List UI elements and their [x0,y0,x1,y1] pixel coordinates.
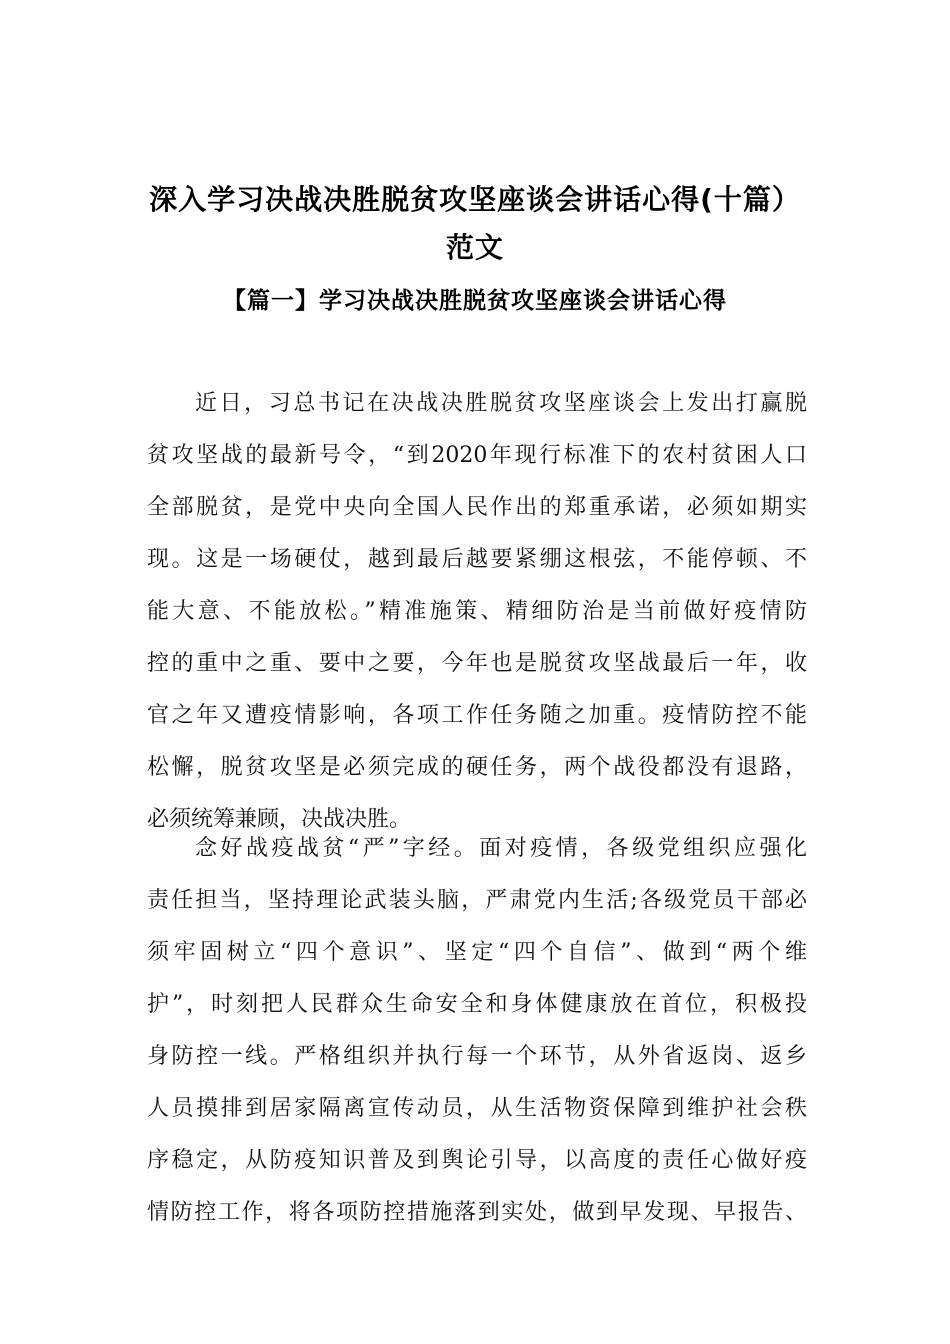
section-heading: 【篇一】学习决战决胜脱贫攻坚座谈会讲话心得 [223,288,727,314]
paragraph-line: 必须统筹兼顾，决战决胜。 [147,807,412,832]
paragraph-1 [147,378,807,846]
paragraph-2 [147,823,807,1239]
paragraph-line: 控的重中之重、要中之要，今年也是脱贫攻坚战最后一年，收 [147,651,807,676]
paragraph-line: 官之年又遭疫情影响，各项工作任务随之加重。疫情防控不能 [147,703,807,728]
paragraph-line: 人员摸排到居家隔离宣传动员，从生活物资保障到维护社会秩 [147,1096,807,1121]
document-title-line-1: 深入学习决战决胜脱贫攻坚座谈会讲话心得(十篇） [149,183,801,216]
paragraph-line: 全部脱贫，是党中央向全国人民作出的郑重承诺，必须如期实 [147,495,807,520]
document-title-line-2: 范文 [445,231,504,264]
paragraph-line: 身防控一线。严格组织并执行每一个环节，从外省返岗、返乡 [147,1044,807,1069]
paragraph-line: 责任担当，坚持理论武装头脑，严肃党内生活;各级党员干部必 [147,888,807,913]
paragraph-line: 序稳定，从防疫知识普及到舆论引导，以高度的责任心做好疫 [147,1148,807,1173]
paragraph-line: 能大意、不能放松。”精准施策、精细防治是当前做好疫情防 [147,599,807,624]
paragraph-line: 须牢固树立“四个意识”、坚定“四个自信”、做到“两个维 [147,940,807,965]
paragraph-line: 念好战疫战贫“严”字经。面对疫情，各级党组织应强化 [195,836,807,861]
paragraph-line: 贫攻坚战的最新号令，“到2020年现行标准下的农村贫困人口 [147,443,807,468]
paragraph-line: 情防控工作，将各项防控措施落到实处，做到早发现、早报告、 [147,1200,807,1225]
paragraph-line: 松懈，脱贫攻坚是必须完成的硬任务，两个战役都没有退路， [147,755,807,780]
paragraph-line: 近日，习总书记在决战决胜脱贫攻坚座谈会上发出打赢脱 [195,391,807,416]
paragraph-line: 护”，时刻把人民群众生命安全和身体健康放在首位，积极投 [147,992,807,1017]
paragraph-line: 现。这是一场硬仗，越到最后越要紧绷这根弦，不能停顿、不 [147,547,807,572]
